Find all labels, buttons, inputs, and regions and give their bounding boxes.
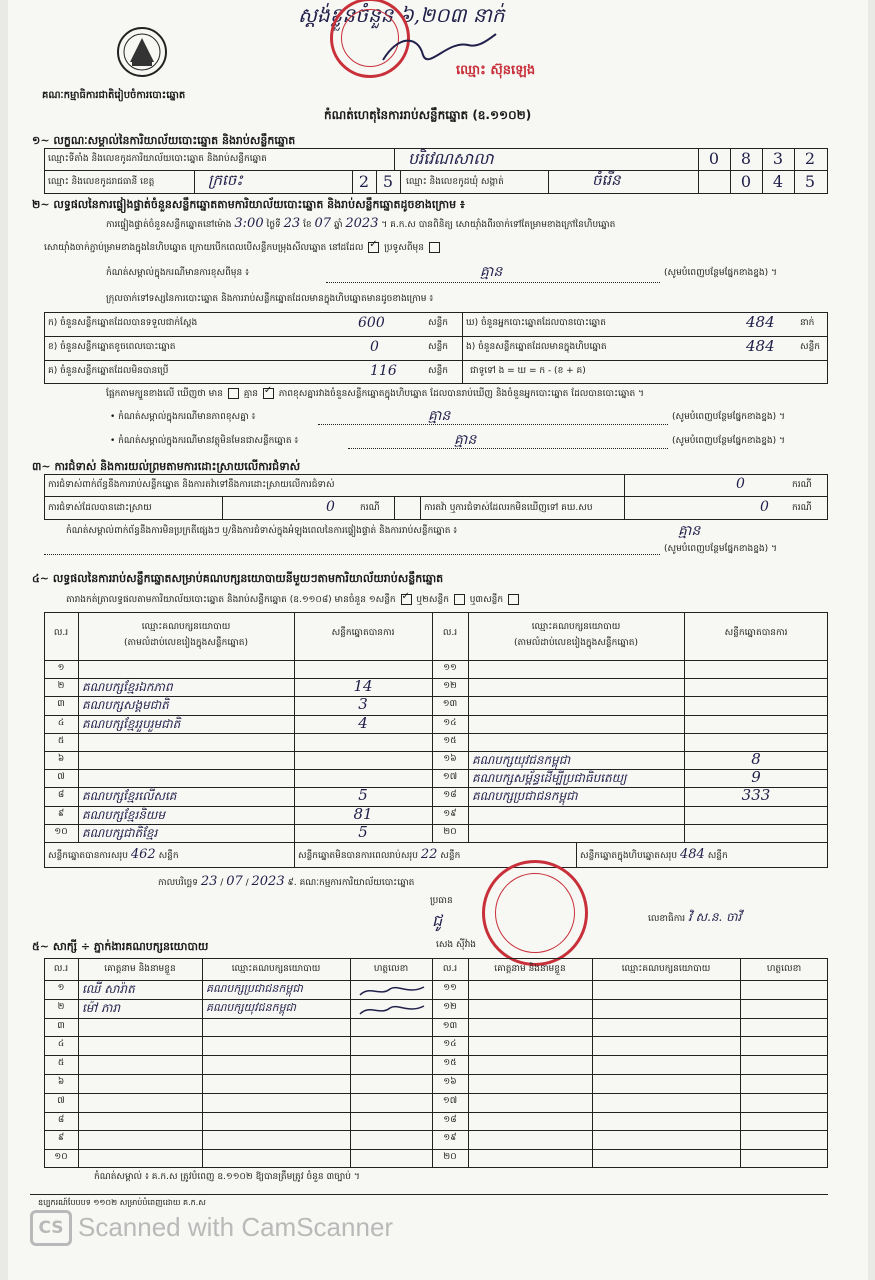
s2-k6-label: ជាទូទៅ ង = ឃ = ក - (ខ + គ) <box>470 366 586 376</box>
s2-bullet1: • កំណត់សម្គាល់ក្នុងករណីមានភាពខុសគ្នា ៖ <box>110 412 256 422</box>
s2-line4: ផ្អែកតាមក្បួនខាងលើ ឃើញថា មាន គ្មាន ✓ ភាពខុសគ្នារវាងចំនួនសន្លឹកឆ្នោតក្នុងហិបឆ្នោត ដែលបានរាប់ឃើញ និងចំនួនអ្នកបោះឆ្នោត ដែលបានបោះឆ្នោត ។ <box>106 388 644 400</box>
s2-k2-value: 0 <box>370 339 379 355</box>
rt-head-party-left: ឈ្មោះគណបក្សនយោបាយ <box>141 622 231 632</box>
camscanner-text: Scanned with CamScanner <box>78 1212 394 1242</box>
rt-head-party-right: ឈ្មោះគណបក្សនយោបាយ <box>531 622 621 632</box>
result-row-votes: 5 <box>358 786 368 805</box>
s3-r2-value2: 0 <box>760 499 769 515</box>
witness-row-signature <box>358 983 428 999</box>
s3-note-value: គ្មាន <box>678 523 701 539</box>
checkbox-2-sheets[interactable] <box>454 594 465 605</box>
wt-head-party-right: ឈ្មោះគណបក្សនយោបាយ <box>621 964 711 974</box>
rt-head-no-right: ល.រ <box>442 628 458 638</box>
rt-head-votes-right: សន្លឹកឆ្នោតបានការ <box>724 628 788 638</box>
president-name: សេង ស៊ីវ៉ាង <box>436 940 476 950</box>
s2-bullet2: • កំណត់សម្គាល់ក្នុងករណីមានវត្ថុមិនមែនជាសន្លឹកឆ្នោត ៖ <box>110 436 299 446</box>
s1-row2-digit-1: 0 <box>740 172 752 191</box>
witness-row-no: ១០ <box>54 1152 68 1163</box>
wt-head-party-left: ឈ្មោះគណបក្សនយោបាយ <box>231 964 321 974</box>
s3-fill-hint: (សូមបំពេញបន្ថែមផ្នែកខាងខ្នង) ។ <box>664 544 777 554</box>
s3-r2-label2: ការតវ៉ា ឬការជំទាស់ដែលរកមិនឃើញទៅ គឃ.សប <box>424 503 593 513</box>
result-row-no: ១៨ <box>443 790 457 801</box>
result-row-no: ៧ <box>57 772 65 783</box>
wt-head-sign-right: ហត្ថលេខា <box>766 964 802 974</box>
s1-row1-digit-4: 2 <box>804 149 816 168</box>
camscanner-logo: CS <box>30 1210 72 1246</box>
s2-line2: សោយ៉ាំងចាក់ភ្ជាប់ម្រាមខាងក្នុងនៃហិបឆ្នោត ក្រោយបើកពេលបើសន្លឹកបម្រុងសីលឆ្នោត នៅដដែល ✓ ប្រទូសពីមុន <box>44 242 442 254</box>
result-row-votes: 5 <box>358 822 368 841</box>
s2-k5-label: ង) ចំនួនសន្លឹកឆ្នោតដែលមានក្នុងហិបឆ្នោត <box>466 342 607 352</box>
result-row-no: ៤ <box>57 717 65 728</box>
section1-title: ១~ លក្ខណៈសម្គាល់នៃការិយាល័យបោះឆ្នោត និងរាប់សន្លឹកឆ្នោត <box>32 134 296 147</box>
result-row-party: គណបក្សប្រជាជនកម្ពុជា <box>472 789 578 804</box>
s2-k1-label: ក) ចំនួនសន្លឹកឆ្នោតដែលបានទទួលជាក់ស្តែង <box>48 318 198 328</box>
result-row-no: ៨ <box>57 790 65 801</box>
result-row-party: គណបក្សជាតិខ្មែរ <box>82 825 158 840</box>
total-box: សន្លឹកឆ្នោតក្នុងហិបឆ្នោតសរុប 484 សន្លឹក <box>580 847 728 862</box>
result-row-no: ១៦ <box>443 754 457 764</box>
stamp-bottom <box>482 860 588 966</box>
witness-row-no: ៤ <box>57 1039 65 1050</box>
form-title: កំណត់ហេតុនៃការរាប់សន្លឹកឆ្នោត (ឧ.១១០២) <box>324 108 532 122</box>
rt-head-votes-left: សន្លឹកឆ្នោតបានការ <box>331 628 395 638</box>
s2-k3-label: គ) ចំនួនសន្លឹកឆ្នោតដែលមិនបានប្រើ <box>48 366 169 376</box>
witness-row-no: ៩ <box>57 1133 65 1144</box>
s1-row2-digit-3: 5 <box>804 172 816 191</box>
checkbox-same[interactable] <box>368 242 379 253</box>
result-row-no: ១៣ <box>442 699 458 710</box>
witness-row-no: ២០ <box>443 1152 457 1163</box>
s1-row1-value: បរិវេណសាលា <box>408 149 494 168</box>
s2-fill-hint: (សូមបំពេញបន្ថែមផ្នែកខាងខ្នង) ។ <box>664 268 777 278</box>
s2-k5-value: 484 <box>746 337 775 355</box>
total-invalid: សន្លឹកឆ្នោតមិនបានការពេលរាប់សរុប 22 សន្លឹក <box>298 847 461 862</box>
witness-row-no: ១១ <box>443 983 457 993</box>
result-row-votes: 333 <box>741 786 771 805</box>
result-row-no: ១៤ <box>443 717 457 728</box>
s4-intro: តារាងកត់ត្រាលទ្ធផលតាមការិយាល័យបោះឆ្នោត និងរាប់សន្លឹកឆ្នោត (ឧ.១១០៨) មានចំនួន ១សន្លឹក ✓ ឬ២សន្លឹក ឬ៣សន្លឹក <box>66 594 521 606</box>
result-row-party: គណបក្សសម្ព័ន្ធដើម្បីប្រជាធិបតេយ្យ <box>472 771 627 786</box>
s2-k2-label: ខ) ចំនួនសន្លឹកឆ្នោតខូចពេលបោះឆ្នោត <box>48 342 176 352</box>
s2-k3-unit: សន្លឹក <box>428 366 448 376</box>
result-row-party: គណបក្សយុវជនកម្ពុជា <box>472 753 571 767</box>
result-row-no: ១៩ <box>443 808 457 819</box>
s3-r1-label: ការជំទាស់ពាក់ព័ន្ធនឹងការរាប់សន្លឹកឆ្នោត និងការតវ៉ាទៅនឹងការដោះស្រាយលើការជំទាស់ <box>48 480 335 490</box>
witness-row-party: គណបក្សប្រជាជនកម្ពុជា <box>206 982 303 995</box>
s2-line1: ការផ្ទៀងផ្ទាត់ចំនួនសន្លឹកឆ្នោតនៅម៉ោង 3:00 ថ្ងៃទី 23 ខែ 07 ឆ្នាំ 2023 ។ គ.ក.ស បានពិនិត្យ សោយ៉ាំងពីរចាក់ទៅតែម្រាមខាងក្រៅនៃហិបឆ្នោត <box>106 216 616 231</box>
s2-note-label: កំណត់សម្គាល់ក្នុងករណីមានការខុសពីមុន ៖ <box>106 268 250 278</box>
president-label: ប្រធាន <box>430 896 453 906</box>
committee-name: គណៈកម្មាធិការជាតិរៀបចំការបោះឆ្នោត <box>42 90 186 101</box>
s2-k2-unit: សន្លឹក <box>428 342 448 352</box>
witness-row-no: ៥ <box>57 1058 65 1069</box>
witness-row-no: ១៣ <box>442 1020 458 1031</box>
s1-row2-label2: ឈ្មោះ និងលេខកូដឃុំ សង្កាត់ <box>406 177 504 187</box>
checkbox-no-diff[interactable] <box>263 388 274 399</box>
witness-row-no: ១៥ <box>443 1058 457 1069</box>
s1-row2-value2: ចំរើន <box>592 171 621 189</box>
section2-title: ២~ លទ្ធផលនៃការផ្ទៀងផ្ទាត់ចំនួនសន្លឹកឆ្នោតតាមការិយាល័យបោះឆ្នោត និងរាប់សន្លឹកឆ្នោតដូចខាងក្រោម ៖ <box>32 198 465 211</box>
total-valid: សន្លឹកឆ្នោតបានការសរុប 462 សន្លឹក <box>48 847 179 862</box>
checkbox-1-sheet[interactable] <box>401 594 412 605</box>
checkbox-different[interactable] <box>429 242 440 253</box>
section3-title: ៣~ ការជំទាស់ និងការយល់ព្រមតាមការដោះស្រាយលើការជំទាស់ <box>32 460 301 473</box>
s1-row1-label: ឈ្មោះទីតាំង និងលេខកូដការិយាល័យបោះឆ្នោត និងរាប់សន្លឹកឆ្នោត <box>48 154 267 164</box>
result-row-no: ១ <box>57 663 65 673</box>
s3-r2-case: ករណី <box>360 503 380 513</box>
witness-row-no: ១២ <box>443 1001 457 1012</box>
s2-bullet2-hint: (សូមបំពេញបន្ថែមផ្នែកខាងខ្នង) ។ <box>672 436 785 446</box>
top-handwriting: ស្ដង់ខ្លួនចំនួន ៦,២០៣ នាក់ <box>298 3 505 27</box>
witness-row-no: ១ <box>57 983 65 993</box>
result-row-votes: 3 <box>358 695 368 714</box>
rt-head-no-left: ល.រ <box>53 628 69 638</box>
result-row-no: ១០ <box>54 826 68 837</box>
result-row-no: ២ <box>57 681 65 692</box>
witness-row-name: ម៉ៅ ភារា <box>82 1000 121 1015</box>
witness-row-no: ៨ <box>57 1114 65 1125</box>
s2-bullet1-hint: (សូមបំពេញបន្ថែមផ្នែកខាងខ្នង) ។ <box>672 412 785 422</box>
s3-r1-case: ករណី <box>792 480 812 490</box>
result-row-no: ៦ <box>57 754 65 764</box>
result-row-votes: 9 <box>751 768 761 787</box>
witness-row-no: ៣ <box>57 1020 65 1031</box>
s2-line3: ក្រុលចាក់ទៅទស្សនៃការបោះឆ្នោត និងការរាប់សន្លឹកឆ្នោតដែលមានក្នុងហិបឆ្នោតមានដូចខាងក្រោម ៖ <box>106 294 434 304</box>
result-row-party: គណបក្សខ្មែរលើសគេ <box>82 789 177 804</box>
s2-bullet1-value: គ្មាន <box>428 408 451 424</box>
s1-row2-value: ក្រចេះ <box>208 171 243 189</box>
s2-k3-value: 116 <box>370 363 397 379</box>
stamp-name-text: ឈ្មោះ ស៊ុនឡេង <box>456 63 536 78</box>
result-row-party: គណបក្សខ្មែរឯកភាព <box>82 680 173 695</box>
witness-row-no: ១៤ <box>443 1039 457 1050</box>
s1-row2-code-2: 5 <box>382 172 394 191</box>
result-row-no: ១៥ <box>443 735 457 746</box>
witness-row-no: ១៨ <box>443 1114 457 1125</box>
wt-head-sign-left: ហត្ថលេខា <box>373 964 409 974</box>
witness-row-no: ១៦ <box>443 1077 457 1087</box>
witness-row-no: ១៧ <box>442 1095 458 1106</box>
s1-row1-digit-2: 8 <box>740 149 752 168</box>
section4-title: ៤~ លទ្ធផលនៃការរាប់សន្លឹកឆ្នោតសម្រាប់គណបក្សនយោបាយនីមួយៗតាមការិយាល័យរាប់សន្លឹកឆ្នោត <box>32 572 444 585</box>
s1-row2-label: ឈ្មោះ និងលេខកូដរាជធានី ខេត្ត <box>48 177 155 187</box>
result-row-votes: 8 <box>751 750 761 768</box>
s2-k4-unit: នាក់ <box>800 318 815 328</box>
result-row-no: ៩ <box>57 808 65 819</box>
witness-row-no: ៧ <box>57 1095 65 1106</box>
president-signature: ជូ <box>432 911 443 930</box>
s5-bottom-note: ឧប្បករណ៍បែបបទ ១១០២ សម្រាប់បំពេញដោយ គ.ក.ស <box>38 1198 206 1207</box>
checkbox-3-sheets[interactable] <box>508 594 519 605</box>
wt-head-no-right: ល.រ <box>442 964 458 974</box>
nec-logo <box>116 26 168 78</box>
s3-r2-value: 0 <box>326 499 335 515</box>
result-row-no: ៥ <box>57 735 65 746</box>
s2-bullet2-value: គ្មាន <box>454 432 477 448</box>
result-row-votes: 81 <box>353 804 373 823</box>
wt-head-name-right: គោត្តនាម និងនាមខ្លួន <box>494 964 566 974</box>
s2-note-value: គ្មាន <box>480 264 503 280</box>
s3-note: កំណត់សម្គាល់ពាក់ព័ន្ធនឹងការមិនប្រក្រតីផ្សេងៗ ឬ/និងការជំទាស់ក្នុងអំឡុងពេលនៃការផ្ទៀងផ្ទាត់ និងការរាប់សន្លឹកឆ្នោត ៖ <box>66 526 458 536</box>
wt-head-no-left: ល.រ <box>53 964 69 974</box>
result-row-party: គណបក្សសង្គមជាតិ <box>82 698 169 713</box>
witness-row-signature <box>358 1002 428 1018</box>
result-row-votes: 14 <box>353 677 373 696</box>
rt-head-party-sub-left: (តាមលំដាប់លេខរៀងក្នុងសន្លឹកឆ្នោត) <box>124 638 248 648</box>
form-page <box>8 0 868 1280</box>
rt-head-party-sub-right: (តាមលំដាប់លេខរៀងក្នុងសន្លឹកឆ្នោត) <box>514 638 638 648</box>
s1-row2-digit-2: 4 <box>772 172 784 191</box>
s2-k1-value: 600 <box>358 315 385 331</box>
s2-k4-label: ឃ) ចំនួនអ្នកបោះឆ្នោតដែលបានបោះឆ្នោត <box>466 318 606 328</box>
result-row-party: គណបក្សខ្មែររួបរួមជាតិ <box>82 716 181 731</box>
s2-k5-unit: សន្លឹក <box>800 342 820 352</box>
wt-head-name-left: គោត្តនាម និងនាមខ្លួន <box>104 964 176 974</box>
s2-k4-value: 484 <box>746 313 775 331</box>
result-row-no: ៣ <box>57 699 65 710</box>
s3-r1-value: 0 <box>736 476 745 492</box>
witness-row-party: គណបក្សយុវជនកម្ពុជា <box>206 1000 297 1014</box>
s1-row2-code-1: 2 <box>358 172 370 191</box>
result-row-no: ២០ <box>443 826 457 837</box>
witness-row-no: ១៩ <box>443 1133 457 1144</box>
section5-title: ៥~ សាក្សី ÷ ភ្នាក់ងារគណបក្សនយោបាយ <box>32 940 209 953</box>
secretary: លេខាធិការ វិ ស.ន. ចាវី <box>648 910 742 924</box>
witness-row-name: ឈើ សារ៉ាត <box>82 982 135 996</box>
witness-row-no: ៦ <box>57 1077 65 1087</box>
s4-date: កាលបរិច្ឆេទ 23 / 07 / 2023 ៩. គណៈកម្មការការិយាល័យបោះឆ្នោត <box>158 874 415 889</box>
witness-row-no: ២ <box>57 1001 65 1012</box>
result-row-no: ១១ <box>443 663 457 673</box>
s1-row1-digit-1: 0 <box>708 149 720 168</box>
result-row-votes: 4 <box>358 713 368 732</box>
s3-r2-label: ការជំទាស់ដែលបានដោះស្រាយ <box>48 503 152 513</box>
checkbox-has-diff[interactable] <box>228 388 239 399</box>
result-row-party: គណបក្សខ្មែរនិយម <box>82 807 165 822</box>
s3-r2-case2: ករណី <box>792 503 812 513</box>
s2-k1-unit: សន្លឹក <box>428 318 448 328</box>
result-row-no: ១៧ <box>442 772 458 783</box>
s5-footnote: កំណត់សម្គាល់ ៖ គ.ក.ស ត្រូវបំពេញ ឧ.១១០២ ឱ្យបានត្រឹមត្រូវ ចំនួន ៣ច្បាប់ ។ <box>94 1172 360 1182</box>
s1-row1-digit-3: 3 <box>772 149 784 168</box>
result-row-no: ១២ <box>443 681 457 692</box>
